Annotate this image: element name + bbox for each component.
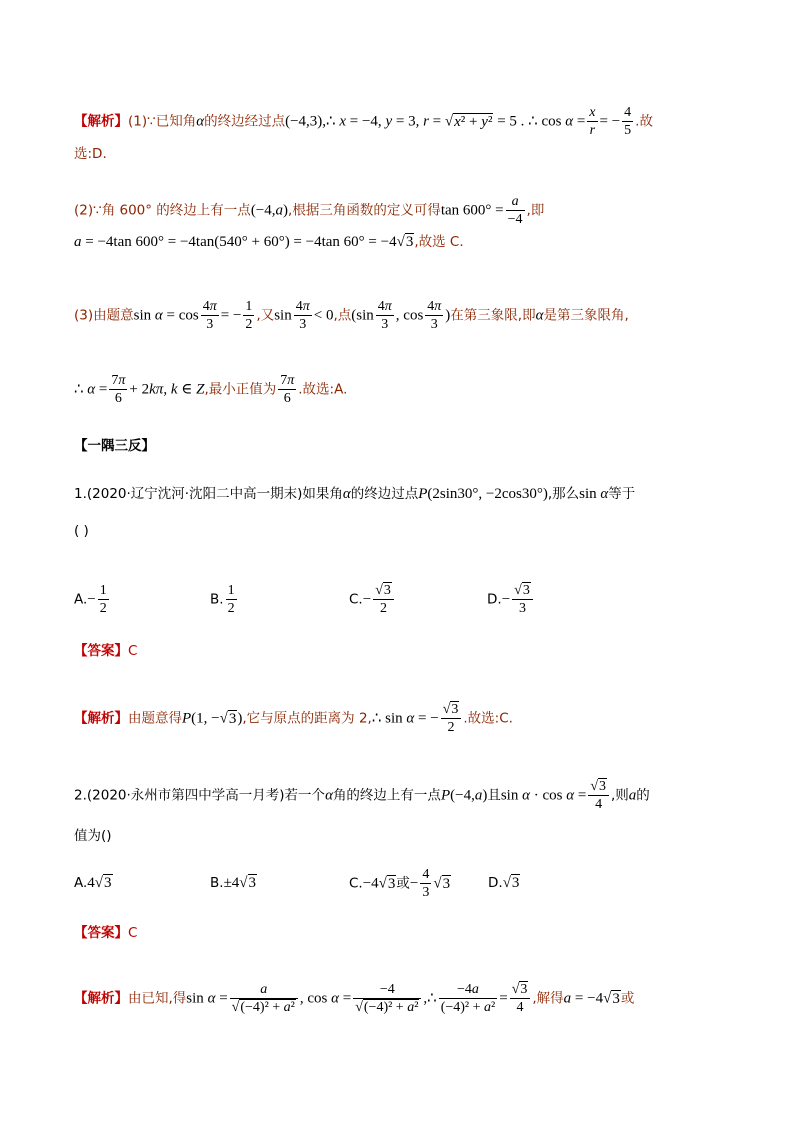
text: 等于 xyxy=(608,486,636,502)
formula: a = −4tan 600° = −4tan(540° + 60°) = −4tan 60° = −4√3 xyxy=(74,234,414,250)
q2-option-c: C.−4√3或− $\frac{4}{3}$ √3 xyxy=(349,867,451,900)
fraction: $\frac{-4}{\text{√(−4)² + a²}}$ xyxy=(353,981,421,1016)
text: ,即 xyxy=(526,202,545,219)
text: 的终边经过点 xyxy=(204,113,286,130)
text: (3)由题意 xyxy=(74,307,134,324)
point: P(1, −√3) xyxy=(182,710,243,727)
q1-option-b xyxy=(210,582,239,617)
text: .故选:A. xyxy=(298,381,348,398)
text: ,根据三角函数的定义可得 xyxy=(288,202,441,219)
analysis-tag: 【解析】 xyxy=(74,990,128,1007)
solution-part-1: 【解析】(1)∵已知角α的终边经过点(−4,3),∴ x = −4, y = 3, r = √x² + y² = 5 . ∴ cos α = $\frac{x}{r}$ = − $\frac{4}{5}$ .故 xyxy=(74,105,653,138)
fraction: $\frac{1}{2}$ xyxy=(245,299,253,332)
point: (−4,a) xyxy=(250,202,289,219)
point: P(−4,a) xyxy=(440,787,488,804)
point: (−4,3) xyxy=(285,113,323,130)
text: ,解得 xyxy=(532,990,564,1007)
formula: ,∴ x = −4, y = 3, r = √x² + y² = 5 . ∴ cos α = xyxy=(322,113,586,130)
solution-part-1-cont: 选:D. xyxy=(74,146,107,162)
point: P(2sin30°, −2cos30°) xyxy=(418,486,548,502)
text: (1)∵已知角 xyxy=(128,113,197,130)
fraction: $\frac{√3}{4}$ xyxy=(588,778,609,813)
formula: sin α = cos xyxy=(133,307,199,324)
fraction: $\frac{√3}{2}$ xyxy=(373,582,394,617)
text: 的 xyxy=(636,787,650,804)
text: ,故选 C. xyxy=(414,234,464,250)
option-label: C. xyxy=(349,591,363,608)
text: ,又 xyxy=(256,307,275,324)
text: ,点 xyxy=(333,307,352,324)
text: .故 xyxy=(635,113,653,130)
formula: tan 600° = xyxy=(440,202,504,219)
text: 2.(2020·永州市第四中学高一月考)若一个 xyxy=(74,787,326,804)
fraction: $\frac{4\pi}{3}$ xyxy=(377,299,392,332)
option-label: D. xyxy=(487,591,502,608)
option-label: A. xyxy=(74,875,88,891)
solution-part-2-cont xyxy=(74,232,464,252)
question-1-paren: ( ) xyxy=(74,523,89,539)
fraction: $\frac{4\pi}{3}$ xyxy=(427,299,442,332)
solution-part-3-cont: ∴ α = $\frac{7\pi}{6}$ + 2kπ, k ∈ Z,最小正值为 $\frac{7\pi}{6}$ .故选:A. xyxy=(74,373,348,406)
question-1-stem: 1.(2020·辽宁沈河·沈阳二中高一期末)如果角α的终边过点P(2sin30°, −2cos30°),那么sin α等于 xyxy=(74,486,636,502)
q2-option-b: B.±4√3 xyxy=(210,875,257,891)
text: 1.(2020·辽宁沈河·沈阳二中高一期末)如果角 xyxy=(74,486,343,502)
q2-solution: 【解析】由已知,得sin α = $\frac{a}{\text{√(−4)² + a²}}$ , cos α = $\frac{-4}{\text{√(−4)² + a²}}$ ,∴ $\frac{-4a}{\text{(−4)² + a²}}$ = $\frac{√3}{4}$ ,解得a = −4√3或 xyxy=(74,982,635,1015)
text: 的终边过点 xyxy=(350,486,419,502)
text: ,那么 xyxy=(547,486,580,502)
answer-tag: 【答案】 xyxy=(74,643,128,659)
fraction: $\frac{a}{-4}$ xyxy=(507,194,523,227)
text: 且 xyxy=(487,787,501,804)
fraction: $\frac{-4a}{\text{(−4)² + a²}}$ xyxy=(440,982,496,1015)
text: 或 xyxy=(396,875,410,892)
fraction: $\frac{√3}{2}$ xyxy=(441,701,462,736)
solution-part-3: (3)由题意sin α = cos $\frac{4\pi}{3}$ = − $\frac{1}{2}$ ,又sin $\frac{4\pi}{3}$ < 0,点(sin $\frac{4\pi}{3}$ , cos $\frac{4\pi}{3}$ )在第三象限,即α是第三象限角, xyxy=(74,299,629,332)
fraction: $\frac{7\pi}{6}$ xyxy=(280,373,295,406)
q1-option-c: C.− $\frac{√3}{2}$ xyxy=(349,582,396,617)
option-label: B. xyxy=(210,875,224,891)
text: 是第三象限角, xyxy=(543,307,629,324)
fraction: $\frac{4}{5}$ xyxy=(624,105,632,138)
section-title: 【一隅三反】 xyxy=(74,438,155,454)
q1-solution: 【解析】由题意得P(1, −√3),它与原点的距离为 2,∴ sin α = − $\frac{√3}{2}$ .故选:C. xyxy=(74,702,513,735)
text: (2)∵角 600° 的终边上有一点 xyxy=(74,202,251,219)
option-label: B. xyxy=(210,591,224,608)
fraction: $\frac{4}{3}$ xyxy=(422,867,430,900)
q2-option-d: D.√3 xyxy=(488,875,520,891)
fraction: $\frac{4\pi}{3}$ xyxy=(295,299,310,332)
fraction: $\frac{1}{2}$ xyxy=(227,583,235,616)
question-2-stem-cont: 值为() xyxy=(74,828,112,844)
text: ,它与原点的距离为 2, xyxy=(242,710,372,727)
question-2-stem: 2.(2020·永州市第四中学高一月考)若一个α角的终边上有一点P(−4,a)且sin α · cos α = $\frac{√3}{4}$ ,则a的 xyxy=(74,779,650,812)
text: 或 xyxy=(620,990,635,1007)
q2-option-a: A.4√3 xyxy=(74,875,112,891)
alpha: α xyxy=(196,113,205,130)
formula: ∴ α = xyxy=(74,381,108,398)
option-label: D. xyxy=(488,875,503,891)
fraction: $\frac{7\pi}{6}$ xyxy=(111,373,126,406)
option-label: A. xyxy=(74,591,88,608)
text: 由题意得 xyxy=(128,710,182,727)
fraction: $\frac{1}{2}$ xyxy=(99,583,107,616)
q1-option-d: D.− $\frac{√3}{3}$ xyxy=(487,582,535,617)
fraction: $\frac{a}{\text{√(−4)² + a²}}$ xyxy=(230,981,298,1016)
answer-value: C xyxy=(128,643,138,659)
text: .故选:C. xyxy=(463,710,513,727)
q1-answer xyxy=(74,641,137,661)
text: ,则 xyxy=(611,787,629,804)
fraction: $\frac{√3}{4}$ xyxy=(510,981,531,1016)
answer-tag: 【答案】 xyxy=(74,925,128,941)
answer-value: C xyxy=(128,925,138,941)
analysis-tag: 【解析】 xyxy=(74,113,128,130)
q1-option-a: A.− $\frac{1}{2}$ xyxy=(74,583,107,616)
fraction: $\frac{x}{r}$ xyxy=(589,105,596,138)
q2-answer xyxy=(74,923,137,943)
solution-part-2 xyxy=(74,193,544,228)
text: 角的终边上有一点 xyxy=(332,787,441,804)
analysis-tag: 【解析】 xyxy=(74,710,128,727)
text: ,最小正值为 xyxy=(204,381,277,398)
fraction: $\frac{4\pi}{3}$ xyxy=(202,299,217,332)
fraction: $\frac{√3}{3}$ xyxy=(512,582,533,617)
text: 由已知,得 xyxy=(128,990,187,1007)
option-label: C. xyxy=(349,875,363,892)
text: 在第三象限,即 xyxy=(450,307,536,324)
